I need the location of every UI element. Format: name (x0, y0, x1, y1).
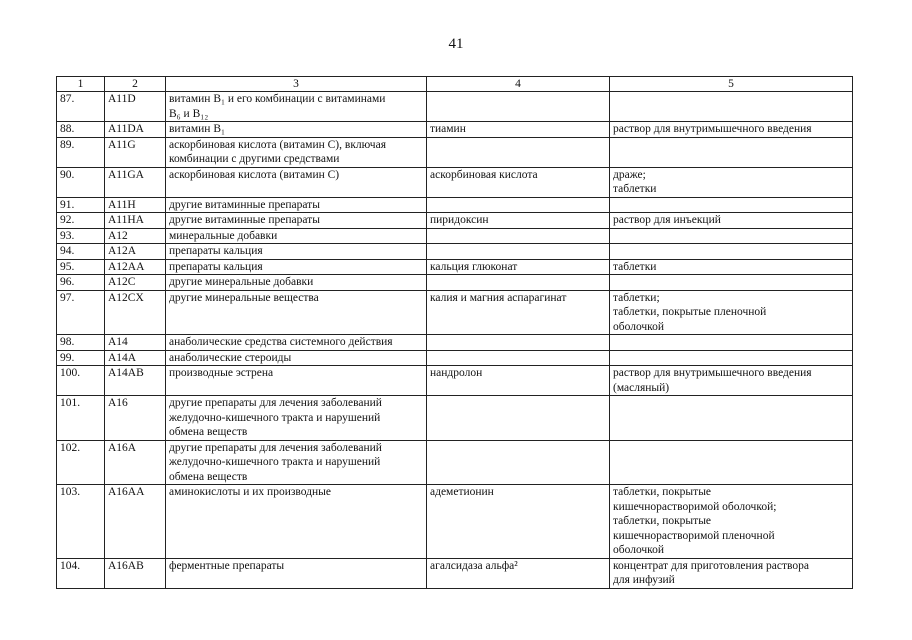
row-number-cell: 104. (57, 558, 105, 588)
row-number-cell: 94. (57, 244, 105, 260)
anatomical-group-cell: другие минеральные добавки (166, 275, 427, 291)
drug-name-cell: нандролон (427, 366, 610, 396)
atc-code-cell: A11D (105, 92, 166, 122)
drug-name-cell (427, 440, 610, 485)
dosage-form-cell: раствор для внутримышечного введения (610, 122, 853, 138)
anatomical-group-cell: ферментные препараты (166, 558, 427, 588)
table-row (57, 167, 853, 197)
drug-name-cell (427, 92, 610, 122)
table-row (57, 122, 853, 138)
dosage-form-cell: драже; таблетки (610, 167, 853, 197)
anatomical-group-cell: витамин B₁ (166, 122, 427, 138)
drug-name-cell (427, 275, 610, 291)
dosage-form-cell (610, 92, 853, 122)
table-row (57, 228, 853, 244)
row-number-cell: 89. (57, 137, 105, 167)
anatomical-group-cell: другие витаминные препараты (166, 213, 427, 229)
drug-name-cell: пиридоксин (427, 213, 610, 229)
anatomical-group-cell: анаболические стероиды (166, 350, 427, 366)
atc-code-cell: A12CX (105, 290, 166, 335)
row-number-cell: 101. (57, 396, 105, 441)
anatomical-group-cell: другие препараты для лечения заболеваний желудочно-кишечного тракта и нарушений обмена веществ (166, 396, 427, 441)
table-row (57, 350, 853, 366)
table-row (57, 485, 853, 559)
table-body (57, 92, 853, 589)
anatomical-group-cell: другие витаминные препараты (166, 197, 427, 213)
drug-name-cell (427, 228, 610, 244)
page-number: 41 (448, 36, 464, 52)
row-number-cell: 88. (57, 122, 105, 138)
drug-name-cell: тиамин (427, 122, 610, 138)
table-row (57, 92, 853, 122)
atc-code-cell: A11HA (105, 213, 166, 229)
atc-code-cell: A11DA (105, 122, 166, 138)
dosage-form-cell (610, 197, 853, 213)
row-number-cell: 96. (57, 275, 105, 291)
table-row (57, 275, 853, 291)
table-row (57, 197, 853, 213)
row-number-cell: 97. (57, 290, 105, 335)
row-number-cell: 99. (57, 350, 105, 366)
table-row (57, 259, 853, 275)
anatomical-group-cell: аскорбиновая кислота (витамин C) (166, 167, 427, 197)
atc-code-cell: A12C (105, 275, 166, 291)
table-row (57, 366, 853, 396)
table-row (57, 558, 853, 588)
drug-name-cell: адеметионин (427, 485, 610, 559)
drug-name-cell (427, 396, 610, 441)
table-header (57, 77, 853, 92)
row-number-cell: 92. (57, 213, 105, 229)
dosage-form-cell: концентрат для приготовления раствора для инфузий (610, 558, 853, 588)
atc-code-cell: A12AA (105, 259, 166, 275)
header-row (57, 77, 853, 92)
drug-name-cell: агалсидаза альфа² (427, 558, 610, 588)
row-number-cell: 102. (57, 440, 105, 485)
drug-name-cell (427, 244, 610, 260)
anatomical-group-cell: аминокислоты и их производные (166, 485, 427, 559)
anatomical-group-cell: препараты кальция (166, 244, 427, 260)
dosage-form-cell: таблетки; таблетки, покрытые пленочной оболочкой (610, 290, 853, 335)
dosage-form-cell (610, 137, 853, 167)
drug-name-cell: кальция глюконат (427, 259, 610, 275)
dosage-form-cell: раствор для внутримышечного введения (масляный) (610, 366, 853, 396)
table-row (57, 396, 853, 441)
anatomical-group-cell: аскорбиновая кислота (витамин C), включая комбинации с другими средствами (166, 137, 427, 167)
dosage-form-cell: раствор для инъекций (610, 213, 853, 229)
dosage-form-cell: таблетки (610, 259, 853, 275)
row-number-cell: 90. (57, 167, 105, 197)
atc-code-cell: A16AB (105, 558, 166, 588)
table-row (57, 213, 853, 229)
anatomical-group-cell: минеральные добавки (166, 228, 427, 244)
column-header-5: 5 (610, 77, 853, 92)
row-number-cell: 95. (57, 259, 105, 275)
dosage-form-cell (610, 396, 853, 441)
table-row (57, 244, 853, 260)
dosage-form-cell (610, 335, 853, 351)
dosage-form-cell: таблетки, покрытые кишечнорастворимой оболочкой; таблетки, покрытые кишечнорастворимой пленочной оболочкой (610, 485, 853, 559)
atc-code-cell: A11H (105, 197, 166, 213)
row-number-cell: 93. (57, 228, 105, 244)
anatomical-group-cell: другие препараты для лечения заболеваний желудочно-кишечного тракта и нарушений обмена веществ (166, 440, 427, 485)
column-header-3: 3 (166, 77, 427, 92)
row-number-cell: 91. (57, 197, 105, 213)
anatomical-group-cell: производные эстрена (166, 366, 427, 396)
atc-code-cell: A16A (105, 440, 166, 485)
drug-name-cell (427, 350, 610, 366)
dosage-form-cell (610, 350, 853, 366)
row-number-cell: 103. (57, 485, 105, 559)
row-number-cell: 87. (57, 92, 105, 122)
row-number-cell: 98. (57, 335, 105, 351)
anatomical-group-cell: другие минеральные вещества (166, 290, 427, 335)
anatomical-group-cell: препараты кальция (166, 259, 427, 275)
table-row (57, 335, 853, 351)
atc-code-cell: A14A (105, 350, 166, 366)
atc-code-cell: A14AB (105, 366, 166, 396)
anatomical-group-cell: анаболические средства системного действия (166, 335, 427, 351)
column-header-4: 4 (427, 77, 610, 92)
atc-code-cell: A16AA (105, 485, 166, 559)
atc-code-cell: A11G (105, 137, 166, 167)
dosage-form-cell (610, 228, 853, 244)
table-row (57, 440, 853, 485)
drug-name-cell (427, 197, 610, 213)
dosage-form-cell (610, 244, 853, 260)
dosage-form-cell (610, 440, 853, 485)
atc-code-cell: A14 (105, 335, 166, 351)
atc-code-cell: A12A (105, 244, 166, 260)
atc-code-cell: A12 (105, 228, 166, 244)
drug-name-cell: аскорбиновая кислота (427, 167, 610, 197)
atc-code-cell: A11GA (105, 167, 166, 197)
drug-name-cell (427, 335, 610, 351)
anatomical-group-cell: витамин B₁ и его комбинации с витаминами B₆ и B₁₂ (166, 92, 427, 122)
atc-code-cell: A16 (105, 396, 166, 441)
row-number-cell: 100. (57, 366, 105, 396)
drug-name-cell: калия и магния аспарагинат (427, 290, 610, 335)
column-header-2: 2 (105, 77, 166, 92)
table-row (57, 290, 853, 335)
table-row (57, 137, 853, 167)
medicines-table (56, 76, 853, 589)
drug-name-cell (427, 137, 610, 167)
column-header-1: 1 (57, 77, 105, 92)
dosage-form-cell (610, 275, 853, 291)
